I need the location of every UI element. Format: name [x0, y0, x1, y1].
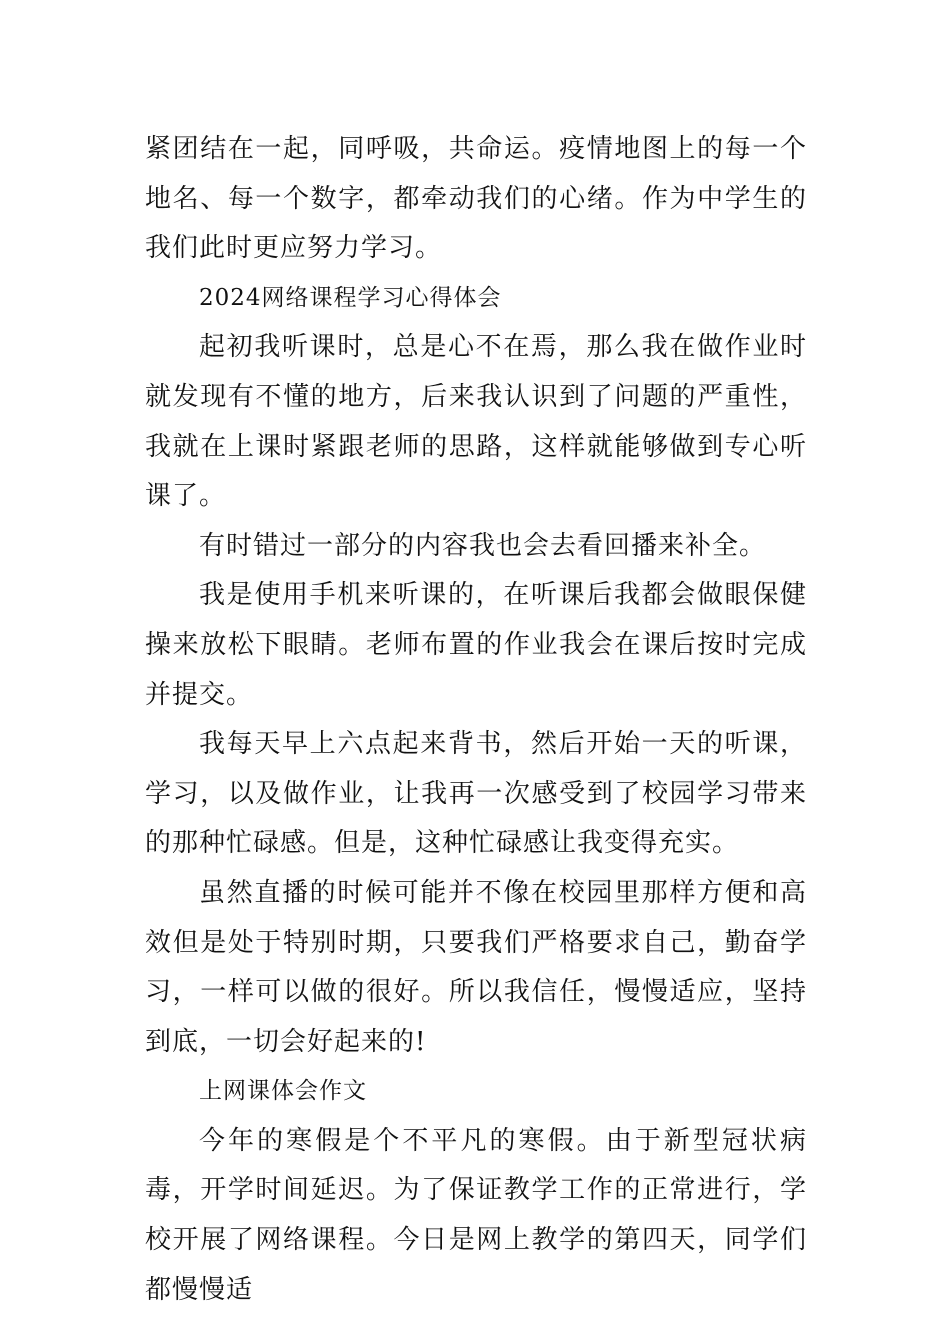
section-title-online-course: 2024网络课程学习心得体会	[199, 284, 502, 311]
paragraph-daily-routine: 我每天早上六点起来背书，然后开始一天的听课，学习，以及做作业，让我再一次感受到了校园学习带来的那种忙碌感。但是，这种忙碌感让我变得充实。	[145, 729, 807, 859]
paragraph-winter-break: 今年的寒假是个不平凡的寒假。由于新型冠状病毒，开学时间延迟。为了保证教学工作的正常进行，学校开展了网络课程。今日是网上教学的第四天，同学们都慢慢适	[145, 1125, 807, 1305]
paragraph-replay: 有时错过一部分的内容我也会去看回播来补全。	[199, 530, 767, 561]
paragraph-listening: 起初我听课时，总是心不在焉，那么我在做作业时就发现有不懂的地方，后来我认识到了问题的严重性，我就在上课时紧跟老师的思路，这样就能够做到专心听课了。	[145, 332, 807, 512]
document-body	[145, 125, 807, 1315]
paragraph-intro-continued: 紧团结在一起，同呼吸，共命运。疫情地图上的每一个地名、每一个数字，都牵动我们的心绪。作为中学生的我们此时更应努力学习。	[145, 134, 807, 264]
paragraph-livestream: 虽然直播的时候可能并不像在校园里那样方便和高效但是处于特别时期，只要我们严格要求自己，勤奋学习，一样可以做的很好。所以我信任，慢慢适应，坚持到底，一切会好起来的!	[145, 877, 807, 1057]
paragraph-phone: 我是使用手机来听课的，在听课后我都会做眼保健操来放松下眼睛。老师布置的作业我会在课后按时完成并提交。	[145, 580, 807, 710]
section-title-essay: 上网课体会作文	[199, 1078, 367, 1105]
